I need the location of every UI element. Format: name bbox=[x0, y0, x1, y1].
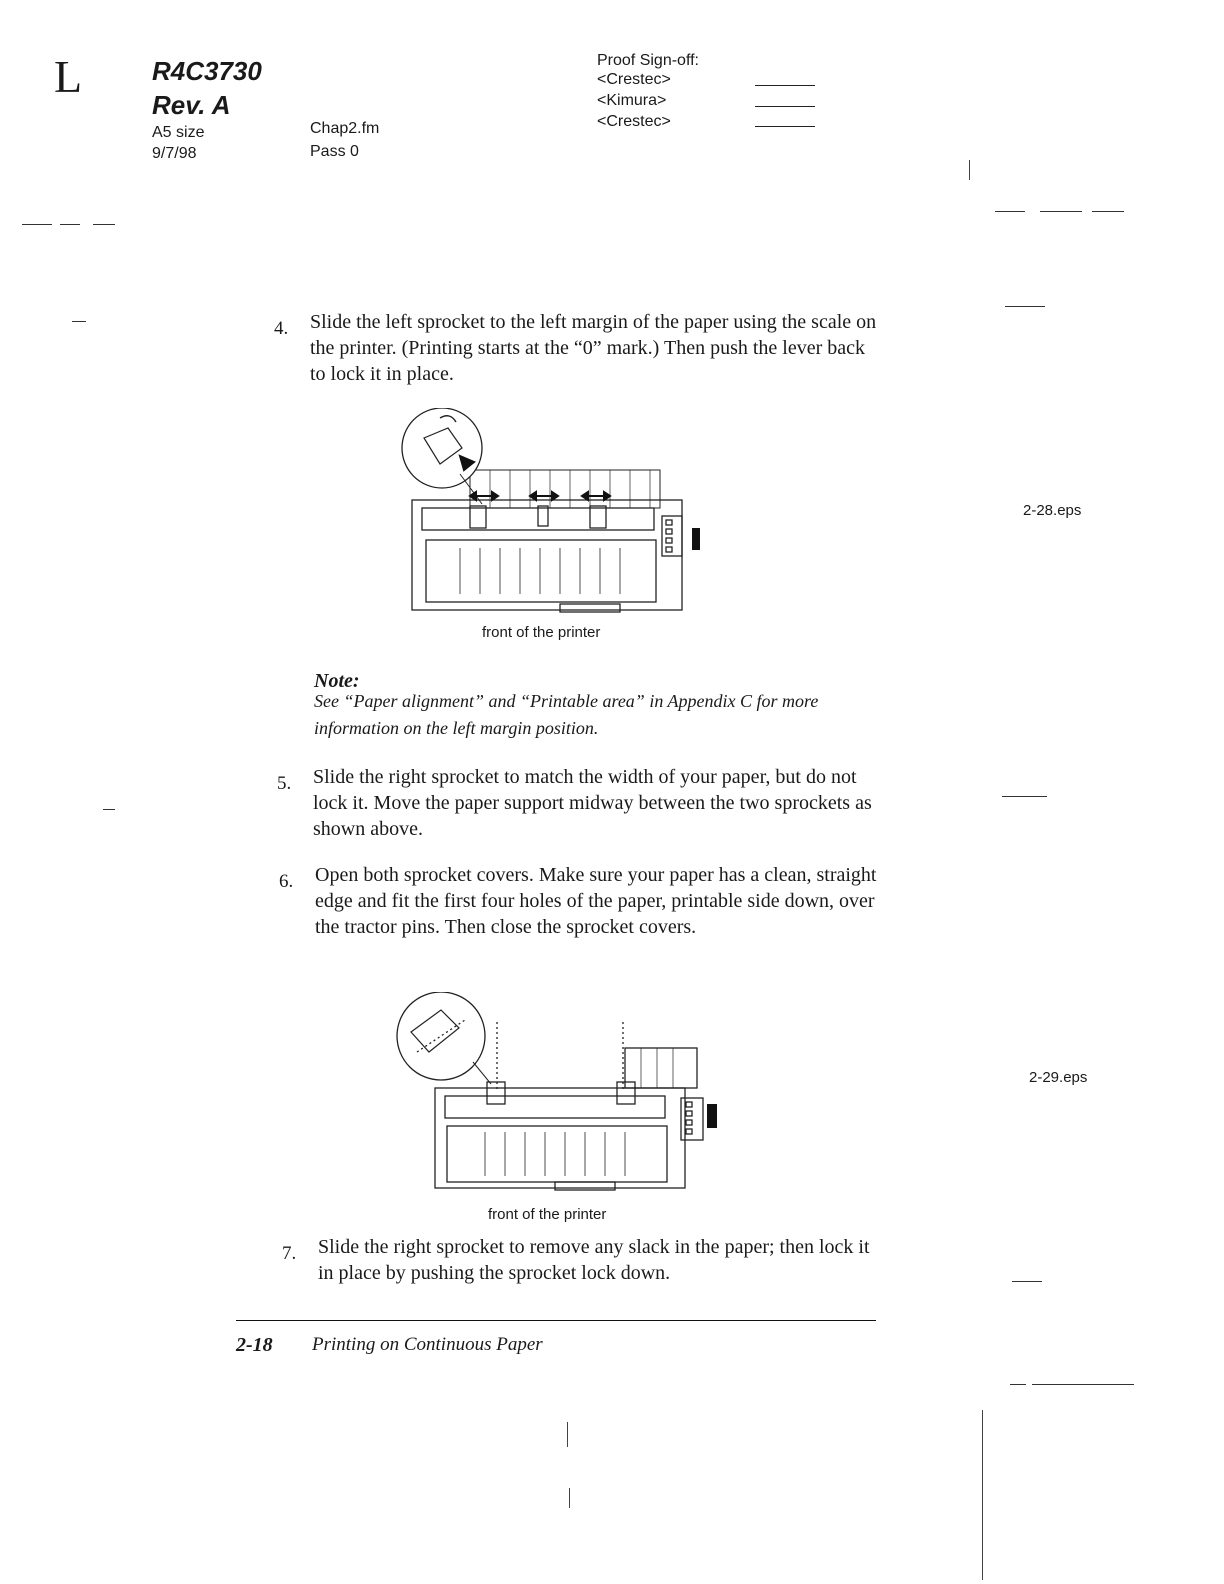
crop-mark bbox=[72, 321, 86, 322]
crop-mark bbox=[1012, 1281, 1042, 1282]
pass-number: Pass 0 bbox=[310, 143, 359, 160]
figure-file-label: 2-28.eps bbox=[1023, 502, 1082, 519]
note-title: Note: bbox=[314, 670, 360, 692]
proof-signer: <Crestec> bbox=[597, 113, 671, 130]
step-number: 5. bbox=[277, 773, 292, 794]
figure-caption: front of the printer bbox=[482, 624, 601, 641]
proof-signer: <Kimura> bbox=[597, 92, 667, 109]
crop-mark bbox=[995, 211, 1025, 212]
figure-file-label: 2-29.eps bbox=[1029, 1069, 1088, 1086]
document-id: R4C3730 bbox=[152, 56, 262, 86]
proof-signer: <Crestec> bbox=[597, 71, 671, 88]
crop-mark bbox=[1002, 796, 1047, 797]
crop-mark bbox=[1032, 1384, 1134, 1385]
revision: Rev. A bbox=[152, 90, 231, 120]
printer-illustration bbox=[400, 408, 710, 620]
crop-mark bbox=[93, 224, 115, 225]
step-number: 4. bbox=[274, 318, 289, 339]
crop-mark bbox=[1092, 211, 1124, 212]
corner-letter: L bbox=[54, 51, 83, 102]
footer-rule bbox=[236, 1320, 876, 1321]
page-number: 2-18 bbox=[236, 1334, 273, 1356]
printer-illustration bbox=[395, 992, 735, 1202]
signoff-line bbox=[755, 85, 815, 86]
step-text: Slide the right sprocket to match the width of your paper, but do not lock it. Move the paper support midway between the two sprockets as shown above. bbox=[313, 766, 872, 840]
step-number: 7. bbox=[282, 1243, 297, 1264]
step-text: Open both sprocket covers. Make sure your paper has a clean, straight edge and fit the first four holes of the paper, printable side down, over the tractor pins. Then close the sprocket covers. bbox=[315, 864, 877, 938]
proof-title: Proof Sign-off: bbox=[597, 52, 699, 69]
step-text: Slide the right sprocket to remove any slack in the paper; then lock it in place by pushing the sprocket lock down. bbox=[318, 1236, 870, 1284]
crop-mark bbox=[60, 224, 80, 225]
crop-mark bbox=[22, 224, 52, 225]
crop-mark bbox=[969, 160, 970, 180]
date: 9/7/98 bbox=[152, 145, 197, 162]
section-title: Printing on Continuous Paper bbox=[312, 1334, 543, 1355]
crop-mark bbox=[1010, 1384, 1026, 1385]
crop-mark bbox=[569, 1488, 570, 1508]
step-number: 6. bbox=[279, 871, 294, 892]
crop-mark bbox=[1005, 306, 1045, 307]
figure-caption: front of the printer bbox=[488, 1206, 607, 1223]
signoff-line bbox=[755, 126, 815, 127]
crop-mark bbox=[103, 809, 115, 810]
note-text: See “Paper alignment” and “Printable area” in Appendix C for more information on the left margin position. bbox=[314, 691, 819, 738]
paper-size: A5 size bbox=[152, 124, 205, 141]
file-name: Chap2.fm bbox=[310, 120, 380, 137]
crop-mark bbox=[567, 1422, 568, 1447]
step-text: Slide the left sprocket to the left margin of the paper using the scale on the printer. (Printing starts at the “0” mark.) Then push the lever back to lock it in place. bbox=[310, 311, 877, 385]
crop-mark bbox=[982, 1410, 983, 1580]
signoff-line bbox=[755, 106, 815, 107]
crop-mark bbox=[1040, 211, 1082, 212]
